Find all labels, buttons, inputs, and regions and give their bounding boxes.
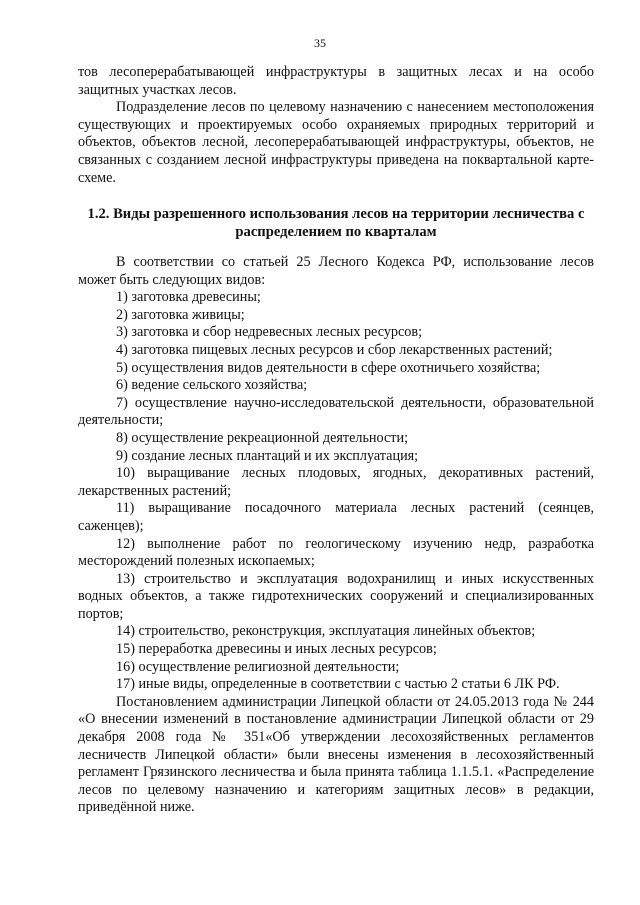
list-item: 7) осуществление научно-исследовательской деятельности, образовательной деятельности; <box>78 394 594 429</box>
list-item: 11) выращивание посадочного материала лесных растений (сеянцев, саженцев); <box>78 500 594 534</box>
intro-paragraph-continued: тов лесоперерабатывающей инфраструктуры в защитных лесах и на особо защитных участках лесов. <box>78 64 594 98</box>
list-item: 10) выращивание лесных плодовых, ягодных, декоративных растений, лекарственных растений; <box>78 465 594 499</box>
list-item: 15) переработка древесины и иных лесных ресурсов; <box>116 641 437 658</box>
list-item: 5) осуществления видов деятельности в сфере охотничьего хозяйства; <box>116 359 541 376</box>
list-item: 17) иные виды, определенные в соответствии с частью 2 статьи 6 ЛК РФ. <box>116 676 560 693</box>
list-item: 4) заготовка пищевых лесных ресурсов и сбор лекарственных растений; <box>116 341 553 358</box>
list-item: 6) ведение сельского хозяйства; <box>116 377 308 394</box>
closing-paragraph: Постановлением администрации Липецкой области от 24.05.2013 года № 244 «О внесении изменений в постановление администрации Липецкой области от 29 декабря 2008 года № 351«Об утверждении лесохозяйственных регламентов лесничеств Липецкой области» были внесены изменения в лесохозяйственный регламент Грязинского лесничества и была принята таблица 1.1.5.1. «Распределение лесов по целевому назначению и категориям защитных лесов» в редакции, приведённой ниже. <box>78 693 594 816</box>
list-item: 2) заготовка живицы; <box>116 306 245 323</box>
list-item: 16) осуществление религиозной деятельности; <box>116 658 400 675</box>
list-item: 3) заготовка и сбор недревесных лесных ресурсов; <box>116 324 423 341</box>
page-number: 35 <box>314 36 326 50</box>
list-item: 13) строительство и эксплуатация водохранилищ и иных искусственных водных объектов, а также гидротехнических сооружений и специализированных портов; <box>78 570 594 622</box>
intro-block <box>78 64 594 187</box>
list-item: 12) выполнение работ по геологическому изучению недр, разработка месторождений полезных ископаемых; <box>78 535 594 570</box>
list-item: 1) заготовка древесины; <box>116 289 261 306</box>
lead-paragraph: В соответствии со статьей 25 Лесного Кодекса РФ, использование лесов может быть следующих видов: <box>78 254 594 288</box>
section-body <box>78 254 594 817</box>
list-item: 8) осуществление рекреационной деятельности; <box>116 429 409 446</box>
list-item: 9) создание лесных плантаций и их эксплуатация; <box>116 447 419 464</box>
intro-paragraph: Подразделение лесов по целевому назначению с нанесением местоположения существующих и проектируемых особо охраняемых природных территорий и объектов, объектов лесной, лесоперерабатывающей инфраструктуры, объектов, не связанных с созданием лесной инфраструктуры приведена на поквартальной карте-схеме. <box>78 99 594 186</box>
section-heading: 1.2. Виды разрешенного использования лесов на территории лесничества с распределением по кварталам <box>87 206 585 240</box>
list-item: 14) строительство, реконструкция, эксплуатация линейных объектов; <box>116 623 536 640</box>
